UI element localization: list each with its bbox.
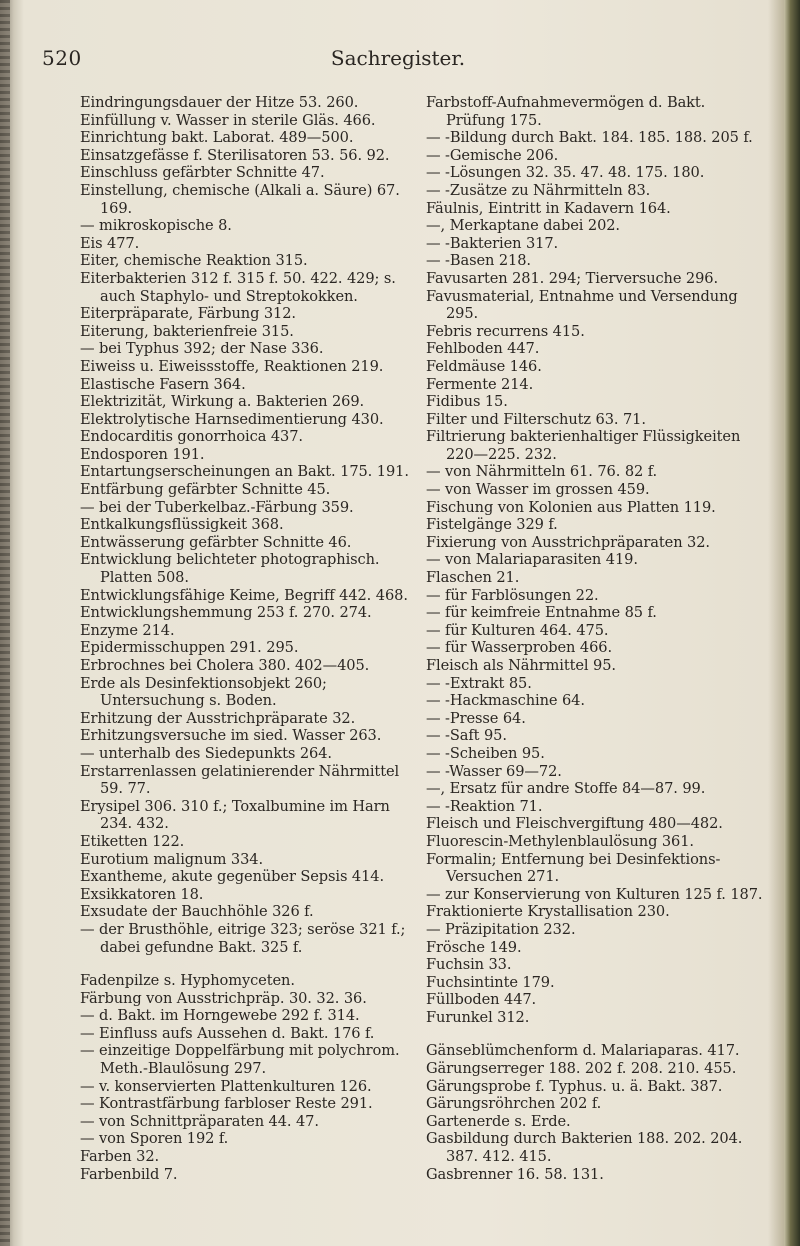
index-entry: — für Farblösungen 22. (426, 586, 599, 604)
index-entry: Erysipel 306. 310 f.; Toxalbumine im Harn 234. 432. (80, 797, 390, 833)
index-entry: Elektrizität, Wirkung a. Bakterien 269. (80, 393, 365, 411)
index-entry: Fixierung von Ausstrichpräparaten 32. (426, 533, 710, 551)
index-entry: Erhitzungsversuche im sied. Wasser 263. (80, 727, 382, 745)
index-entry: Fermente 214. (426, 375, 534, 393)
index-entry: — einzeitige Doppelfärbung mit polychrom. Meth.-Blaulösung 297. (80, 1042, 400, 1078)
index-entry: Fuchsintinte 179. (426, 973, 555, 991)
index-entry: — -Lösungen 32. 35. 47. 48. 175. 180. (426, 164, 705, 182)
index-entry: Erstarrenlassen gelatinierender Nährmittel 59. 77. (80, 762, 400, 798)
index-entry: Fidibus 15. (426, 393, 508, 411)
index-entry: —, Merkaptane dabei 202. (426, 217, 620, 235)
index-entry: — von Schnittpräparaten 44. 47. (80, 1112, 319, 1130)
section-gap (426, 1026, 764, 1042)
index-entry: Frösche 149. (426, 938, 522, 956)
index-entry: — -Bildung durch Bakt. 184. 185. 188. 205 f. (426, 129, 753, 147)
index-entry: — -Extrakt 85. (426, 674, 532, 692)
index-entry: Exsikkatoren 18. (80, 885, 204, 903)
index-entry: Elastische Fasern 364. (80, 375, 246, 393)
index-entry: — -Basen 218. (426, 252, 531, 270)
running-title: Sachregister. (330, 46, 466, 70)
index-entry: — -Scheiben 95. (426, 744, 545, 762)
section-gap (80, 956, 410, 972)
index-entry: Feldmäuse 146. (426, 357, 542, 375)
index-entry: Formalin; Entfernung bei Desinfektions-Versuchen 271. (426, 850, 721, 886)
index-entry: — Kontrastfärbung farbloser Reste 291. (80, 1095, 373, 1113)
index-entry: — zur Konservierung von Kulturen 125 f. 187. (426, 885, 763, 903)
index-entry: Fischung von Kolonien aus Platten 119. (426, 498, 716, 516)
index-entry: — von Nährmitteln 61. 76. 82 f. (426, 463, 658, 481)
index-entry: Exantheme, akute gegenüber Sepsis 414. (80, 868, 385, 886)
index-entry: Fluorescin-Methylenblaulösung 361. (426, 832, 694, 850)
index-entry: Farbenbild 7. (80, 1165, 178, 1183)
index-entry: Gasbrenner 16. 58. 131. (426, 1165, 604, 1183)
index-entry: Entfärbung gefärbter Schnitte 45. (80, 481, 331, 499)
index-entry: Erde als Desinfektionsobjekt 260; Untersuchung s. Boden. (80, 674, 327, 710)
index-entry: Gartenerde s. Erde. (426, 1112, 571, 1130)
index-entry: Gärungsprobe f. Typhus. u. ä. Bakt. 387. (426, 1077, 723, 1095)
index-entry: Gasbildung durch Bakterien 188. 202. 204. 387. 412. 415. (426, 1130, 743, 1166)
index-entry: Entwässerung gefärbter Schnitte 46. (80, 533, 352, 551)
index-entry: Endocarditis gonorrhoica 437. (80, 428, 303, 446)
index-entry: Elektrolytische Harnsedimentierung 430. (80, 410, 384, 428)
index-entry: Flaschen 21. (426, 569, 520, 587)
index-entry: Favusarten 281. 294; Tierversuche 296. (426, 269, 719, 287)
index-entry: Entwicklungshemmung 253 f. 270. 274. (80, 604, 372, 622)
index-entry: Filter und Filterschutz 63. 71. (426, 410, 646, 428)
index-entry: — -Reaktion 71. (426, 797, 543, 815)
index-entry: Entartungserscheinungen an Bakt. 175. 191. (80, 463, 409, 481)
index-entry: — mikroskopische 8. (80, 217, 232, 235)
index-entry: Eiweiss u. Eiweissstoffe, Reaktionen 219. (80, 357, 384, 375)
index-entry: — -Saft 95. (426, 727, 507, 745)
index-entry: Fleisch als Nährmittel 95. (426, 657, 616, 674)
index-entry: Eiterpräparate, Färbung 312. (80, 305, 296, 323)
index-entry: — der Brusthöhle, eitrige 323; seröse 321 f.; dabei gefundne Bakt. 325 f. (80, 920, 406, 956)
index-entry: Gärungserreger 188. 202 f. 208. 210. 455. (426, 1060, 737, 1078)
index-entry: Einfüllung v. Wasser in sterile Gläs. 466. (80, 111, 376, 129)
index-entry: Filtrierung bakterienhaltiger Flüssigkeiten 220—225. 232. (426, 428, 741, 463)
index-entry: Einstellung, chemische (Alkali a. Säure) 67. 169. (80, 181, 400, 217)
index-entry: Etiketten 122. (80, 832, 185, 850)
index-column-left (80, 94, 410, 1183)
index-entry: — d. Bakt. im Horngewebe 292 f. 314. (80, 1007, 360, 1025)
index-entry: Eindringungsdauer der Hitze 53. 260. (80, 94, 359, 111)
index-entry: — Präzipitation 232. (426, 920, 576, 938)
page-edge (784, 0, 800, 1246)
index-entry: Entwicklung belichteter photographisch. Platten 508. (80, 551, 380, 587)
index-entry: Gänseblümchenform d. Malariaparas. 417. (426, 1042, 740, 1060)
index-entry: Einrichtung bakt. Laborat. 489—500. (80, 129, 354, 147)
index-entry: Enzyme 214. (80, 621, 175, 639)
index-entry: — v. konservierten Plattenkulturen 126. (80, 1077, 372, 1095)
index-entry: Eiterung, bakterienfreie 315. (80, 322, 294, 340)
index-entry: Eis 477. (80, 234, 140, 252)
page-number: 520 (42, 46, 82, 70)
index-entry: Febris recurrens 415. (426, 322, 585, 340)
index-entry: — -Bakterien 317. (426, 234, 559, 252)
index-entry: — unterhalb des Siedepunkts 264. (80, 744, 332, 762)
index-entry: — -Gemische 206. (426, 146, 559, 164)
page-header (0, 46, 800, 72)
index-entry: — für Wasserproben 466. (426, 639, 612, 657)
index-column-right (426, 94, 764, 1183)
index-entry: Farbstoff-Aufnahmevermögen d. Bakt. Prüfung 175. (426, 94, 706, 129)
index-entry: Fleisch und Fleischvergiftung 480—482. (426, 815, 723, 833)
index-entry: — von Wasser im grossen 459. (426, 481, 650, 499)
book-spine-shadow (0, 0, 10, 1246)
index-entry: Fäulnis, Eintritt in Kadavern 164. (426, 199, 671, 217)
index-entry: — für Kulturen 464. 475. (426, 621, 609, 639)
index-entry: Epidermisschuppen 291. 295. (80, 639, 299, 657)
index-entry: Färbung von Ausstrichpräp. 30. 32. 36. (80, 989, 367, 1007)
index-entry: — bei Typhus 392; der Nase 336. (80, 340, 324, 358)
index-entry: Erhitzung der Ausstrichpräparate 32. (80, 709, 356, 727)
index-entry: Farben 32. (80, 1148, 160, 1166)
index-entry: — für keimfreie Entnahme 85 f. (426, 604, 657, 622)
index-entry: Entkalkungsflüssigkeit 368. (80, 516, 284, 534)
index-entry: — -Zusätze zu Nährmitteln 83. (426, 181, 651, 199)
index-entry: Fraktionierte Krystallisation 230. (426, 903, 670, 921)
index-entry: — von Malariaparasiten 419. (426, 551, 638, 569)
index-entry: Gärungsröhrchen 202 f. (426, 1095, 602, 1113)
index-entry: Fistelgänge 329 f. (426, 516, 558, 534)
index-entry: Favusmaterial, Entnahme und Versendung 295. (426, 287, 738, 323)
index-entry: Fehlboden 447. (426, 340, 540, 358)
index-entry: Fuchsin 33. (426, 956, 512, 974)
index-entry: Eiterbakterien 312 f. 315 f. 50. 422. 429; s. auch Staphylo- und Streptokokken. (80, 269, 396, 305)
index-entry: Eurotium malignum 334. (80, 850, 264, 868)
index-entry: Entwicklungsfähige Keime, Begriff 442. 468. (80, 586, 408, 604)
index-entry: Furunkel 312. (426, 1008, 530, 1026)
index-entry: — bei der Tuberkelbaz.-Färbung 359. (80, 498, 354, 516)
index-entry: Eiter, chemische Reaktion 315. (80, 252, 308, 270)
index-entry: —, Ersatz für andre Stoffe 84—87. 99. (426, 780, 706, 798)
index-entry: Einsatzgefässe f. Sterilisatoren 53. 56. 92. (80, 146, 390, 164)
index-entry: Endosporen 191. (80, 445, 205, 463)
index-entry: — -Presse 64. (426, 709, 526, 727)
index-entry: — -Wasser 69—72. (426, 762, 562, 780)
index-entry: — -Hackmaschine 64. (426, 692, 585, 710)
index-entry: Erbrochnes bei Cholera 380. 402—405. (80, 657, 370, 674)
index-entry: — von Sporen 192 f. (80, 1130, 229, 1148)
index-entry: Einschluss gefärbter Schnitte 47. (80, 164, 325, 182)
index-entry: Füllboden 447. (426, 991, 537, 1009)
index-entry: Fadenpilze s. Hyphomyceten. (80, 972, 295, 990)
index-entry: Exsudate der Bauchhöhle 326 f. (80, 903, 314, 921)
index-entry: — Einfluss aufs Aussehen d. Bakt. 176 f. (80, 1024, 375, 1042)
